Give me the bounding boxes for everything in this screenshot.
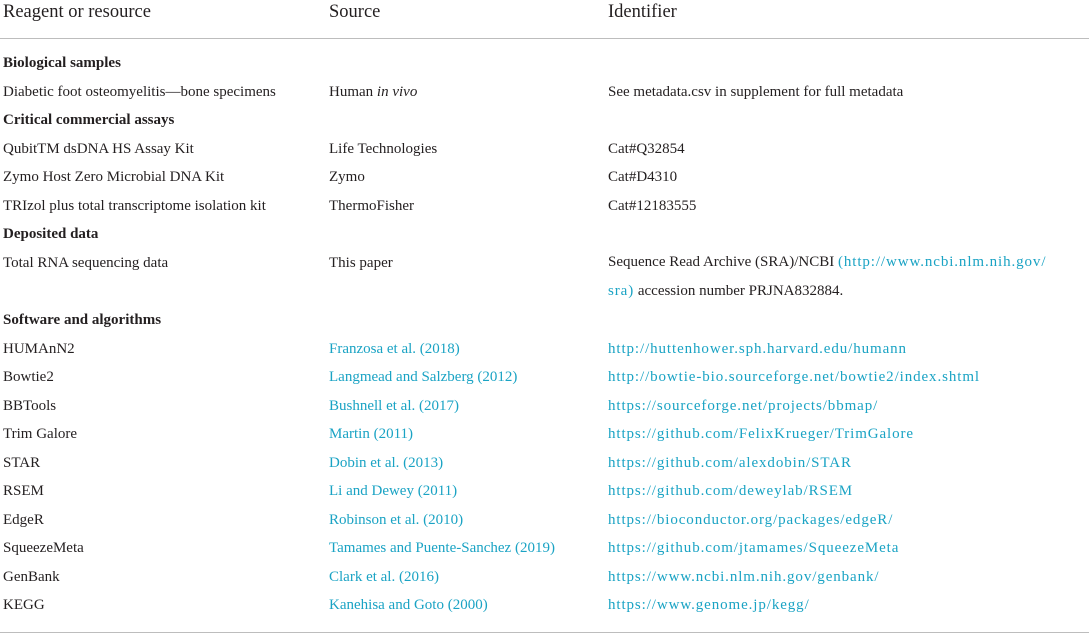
identifier-cell	[608, 248, 1088, 306]
identifier-cell: See metadata.csv in supplement for full metadata	[608, 84, 904, 100]
citation-link[interactable]: Dobin et al. (2013)	[329, 455, 444, 471]
url-link[interactable]: http://huttenhower.sph.harvard.edu/humann	[608, 341, 907, 357]
source-cell: This paper	[329, 255, 393, 271]
header-identifier: Identifier	[608, 2, 677, 22]
section-title-deposited: Deposited data	[3, 226, 99, 242]
url-link[interactable]: https://bioconductor.org/packages/edgeR/	[608, 512, 894, 528]
sra-link-continued[interactable]: sra)	[608, 283, 635, 299]
reagent-cell: Total RNA sequencing data	[3, 255, 169, 271]
url-link[interactable]: https://sourceforge.net/projects/bbmap/	[608, 398, 879, 414]
url-link[interactable]: https://github.com/FelixKrueger/TrimGalore	[608, 426, 914, 442]
url-link[interactable]: https://github.com/jtamames/SqueezeMeta	[608, 540, 900, 556]
url-link[interactable]: https://www.ncbi.nlm.nih.gov/genbank/	[608, 569, 880, 585]
url-link[interactable]: https://www.genome.jp/kegg/	[608, 597, 810, 613]
source-cell: Life Technologies	[329, 141, 438, 157]
software-name-cell: Bowtie2	[3, 369, 54, 385]
reagent-cell: Diabetic foot osteomyelitis—bone specimens	[3, 84, 276, 100]
section-title-assays: Critical commercial assays	[3, 112, 175, 128]
accession-text: accession number PRJNA832884.	[634, 283, 844, 299]
citation-link[interactable]: Kanehisa and Goto (2000)	[329, 597, 488, 613]
software-name-cell: GenBank	[3, 569, 60, 585]
source-cell: Human in vivo	[329, 84, 418, 100]
software-name-cell: SqueezeMeta	[3, 540, 84, 556]
section-title-biological: Biological samples	[3, 55, 121, 71]
source-cell: Zymo	[329, 169, 365, 185]
citation-link[interactable]: Clark et al. (2016)	[329, 569, 439, 585]
url-link[interactable]: http://bowtie-bio.sourceforge.net/bowtie2/index.shtml	[608, 369, 980, 385]
software-name-cell: Trim Galore	[3, 426, 78, 442]
citation-link[interactable]: Martin (2011)	[329, 426, 414, 442]
citation-link[interactable]: Langmead and Salzberg (2012)	[329, 369, 518, 385]
reagent-cell: QubitTM dsDNA HS Assay Kit	[3, 141, 194, 157]
sra-link[interactable]: (http://www.ncbi.nlm.nih.gov/	[837, 254, 1047, 270]
citation-link[interactable]: Franzosa et al. (2018)	[329, 341, 460, 357]
identifier-cell: Cat#D4310	[608, 169, 678, 185]
url-link[interactable]: https://github.com/alexdobin/STAR	[608, 455, 852, 471]
url-link[interactable]: https://github.com/deweylab/RSEM	[608, 483, 854, 499]
software-name-cell: EdgeR	[3, 512, 44, 528]
identifier-cell: Cat#12183555	[608, 198, 697, 214]
header-reagent: Reagent or resource	[3, 2, 151, 22]
citation-link[interactable]: Robinson et al. (2010)	[329, 512, 464, 528]
identifier-text: Sequence Read Archive (SRA)/NCBI	[608, 254, 838, 270]
reagent-cell: TRIzol plus total transcriptome isolation kit	[3, 198, 266, 214]
software-name-cell: KEGG	[3, 597, 45, 613]
citation-link[interactable]: Bushnell et al. (2017)	[329, 398, 459, 414]
software-name-cell: BBTools	[3, 398, 57, 414]
table-bottom-rule	[0, 632, 1089, 633]
software-name-cell: STAR	[3, 455, 41, 471]
section-title-software: Software and algorithms	[3, 312, 162, 328]
table-header-row	[0, 0, 1089, 39]
software-name-cell: RSEM	[3, 483, 44, 499]
citation-link[interactable]: Li and Dewey (2011)	[329, 483, 458, 499]
header-source: Source	[329, 2, 381, 22]
citation-link[interactable]: Tamames and Puente-Sanchez (2019)	[329, 540, 555, 556]
reagent-cell: Zymo Host Zero Microbial DNA Kit	[3, 169, 225, 185]
source-cell: ThermoFisher	[329, 198, 414, 214]
software-name-cell: HUMAnN2	[3, 341, 75, 357]
identifier-cell: Cat#Q32854	[608, 141, 685, 157]
